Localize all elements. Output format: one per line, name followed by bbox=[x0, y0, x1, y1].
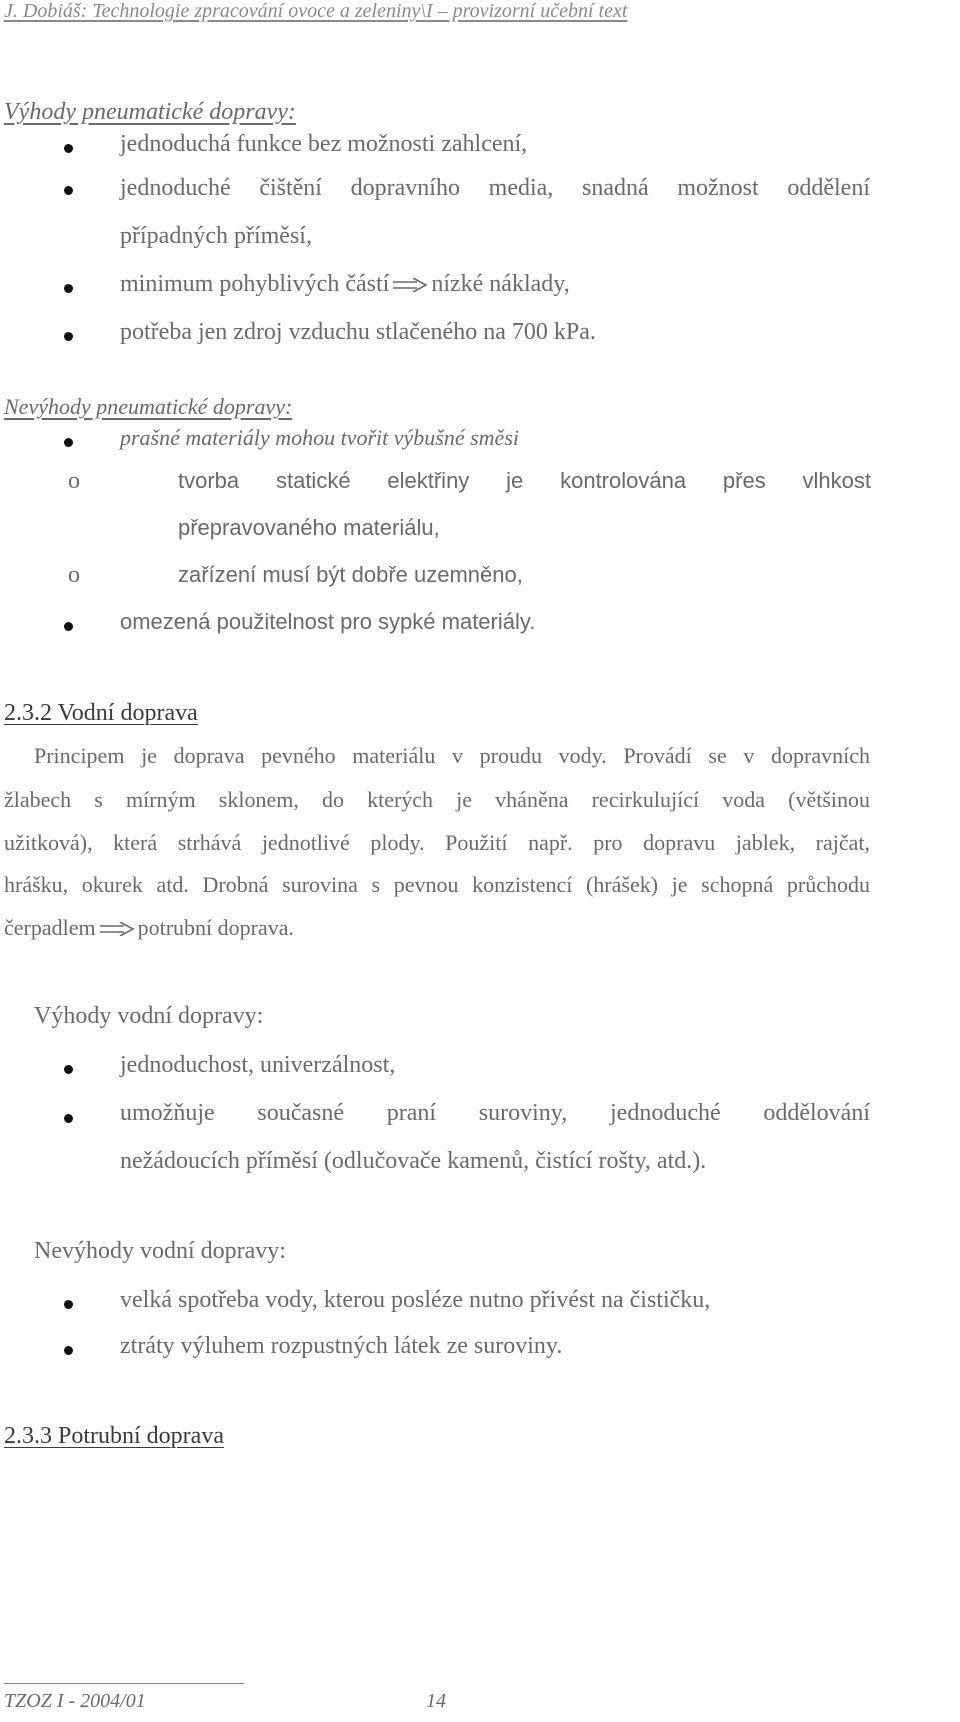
list-item: jednoduchá funkce bez možnosti zahlcení, bbox=[120, 131, 528, 157]
paragraph-text: čerpadlem bbox=[4, 915, 96, 940]
sub-bullet-icon: o bbox=[68, 468, 80, 494]
bullet-dot-icon bbox=[64, 622, 73, 631]
section-heading: 2.3.3 Potrubní doprava bbox=[4, 1423, 224, 1449]
footer-label: TZOZ I - 2004/01 bbox=[4, 1690, 146, 1712]
water-cons-title: Nevýhody vodní dopravy: bbox=[34, 1238, 286, 1264]
double-arrow-right-icon bbox=[393, 278, 427, 292]
sub-list-item-continuation: přepravovaného materiálu, bbox=[178, 515, 440, 540]
paragraph-line bbox=[4, 915, 294, 941]
list-item: jednoduché čištění dopravního media, snadná možnost oddělení bbox=[120, 175, 870, 201]
section-heading: 2.3.2 Vodní doprava bbox=[4, 700, 198, 726]
paragraph-line: užitková), která strhává jednotlivé plody. Použití např. pro dopravu jablek, rajčat, bbox=[4, 830, 870, 855]
paragraph-line: hrášku, okurek atd. Drobná surovina s pevnou konzistencí (hrášek) je schopná průchodu bbox=[4, 872, 870, 897]
water-pros-title: Výhody vodní dopravy: bbox=[34, 1003, 264, 1029]
bullet-dot-icon bbox=[64, 1346, 73, 1355]
sub-bullet-icon: o bbox=[68, 562, 80, 588]
sub-list-item: tvorba statické elektřiny je kontrolována přes vlhkost bbox=[178, 468, 871, 493]
bullet-dot-icon bbox=[64, 332, 73, 341]
bullet-dot-icon bbox=[64, 284, 73, 293]
list-item-text: nízké náklady, bbox=[431, 271, 570, 297]
bullet-dot-icon bbox=[64, 186, 73, 195]
page-number: 14 bbox=[426, 1690, 446, 1712]
page-header: J. Dobiáš: Technologie zpracování ovoce a zeleniny\I – provizorní učební text bbox=[4, 0, 628, 22]
paragraph-line: Principem je doprava pevného materiálu v proudu vody. Provádí se v dopravních bbox=[34, 743, 870, 768]
pneumatic-cons-title: Nevýhody pneumatické dopravy: bbox=[4, 394, 293, 419]
list-item: ztráty výluhem rozpustných látek ze suroviny. bbox=[120, 1333, 563, 1359]
list-item: potřeba jen zdroj vzduchu stlačeného na 700 kPa. bbox=[120, 319, 596, 345]
list-item: velká spotřeba vody, kterou posléze nutno přivést na čističku, bbox=[120, 1287, 711, 1313]
double-arrow-right-icon bbox=[100, 922, 134, 936]
list-item-text: minimum pohyblivých částí bbox=[120, 271, 390, 297]
list-item: omezená použitelnost pro sypké materiály. bbox=[120, 609, 536, 634]
bullet-dot-icon bbox=[64, 1114, 73, 1123]
list-item bbox=[120, 271, 570, 298]
bullet-dot-icon bbox=[64, 1065, 73, 1074]
sub-list-item: zařízení musí být dobře uzemněno, bbox=[178, 562, 523, 587]
footer-rule bbox=[4, 1683, 244, 1684]
bullet-dot-icon bbox=[64, 438, 73, 447]
list-item: jednoduchost, univerzálnost, bbox=[120, 1052, 396, 1078]
list-item-continuation: případných příměsí, bbox=[120, 223, 312, 249]
bullet-dot-icon bbox=[64, 1300, 73, 1309]
paragraph-text: potrubní doprava. bbox=[137, 915, 295, 940]
bullet-dot-icon bbox=[64, 144, 73, 153]
paragraph-line: žlabech s mírným sklonem, do kterých je vháněna recirkulující voda (většinou bbox=[4, 787, 870, 812]
list-item-continuation: nežádoucích příměsí (odlučovače kamenů, čistící rošty, atd.). bbox=[120, 1148, 707, 1174]
list-item: umožňuje současné praní suroviny, jednoduché oddělování bbox=[120, 1100, 870, 1126]
pneumatic-pros-title: Výhody pneumatické dopravy: bbox=[4, 99, 296, 125]
list-item: prašné materiály mohou tvořit výbušné směsi bbox=[120, 425, 519, 450]
